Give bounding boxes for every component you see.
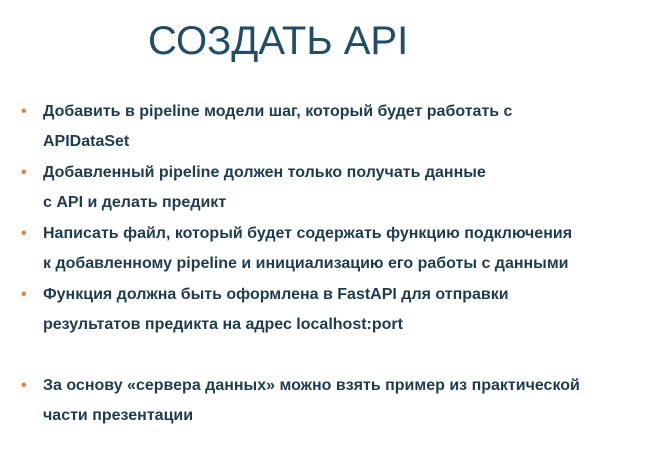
bullet-text-line: Функция должна быть оформлена в FastAPI для отправки <box>43 286 509 303</box>
bullet-marker: • <box>21 225 27 242</box>
bullet-text-line: части презентации <box>43 407 194 424</box>
bullet-text-line: результатов предикта на адрес localhost:port <box>43 316 403 333</box>
bullet-text-line: с API и делать предикт <box>43 194 227 211</box>
bullet-text-line: Написать файл, который будет содержать функцию подключения <box>43 225 573 242</box>
slide-title: СОЗДАТЬ API <box>148 19 409 63</box>
bullet-marker: • <box>21 103 27 120</box>
bullet-marker: • <box>21 377 27 394</box>
bullet-marker: • <box>21 164 27 181</box>
bullet-text-line: к добавленному pipeline и инициализацию его работы с данными <box>43 255 569 272</box>
bullet-marker: • <box>21 286 27 303</box>
bullet-text-line: APIDataSet <box>43 133 130 150</box>
bullet-text-line: За основу «сервера данных» можно взять пример из практической <box>43 377 580 394</box>
bullet-text-line: Добавить в pipeline модели шаг, который будет работать с <box>43 103 513 120</box>
bullet-text-line: Добавленный pipeline должен только получать данные <box>43 164 486 181</box>
